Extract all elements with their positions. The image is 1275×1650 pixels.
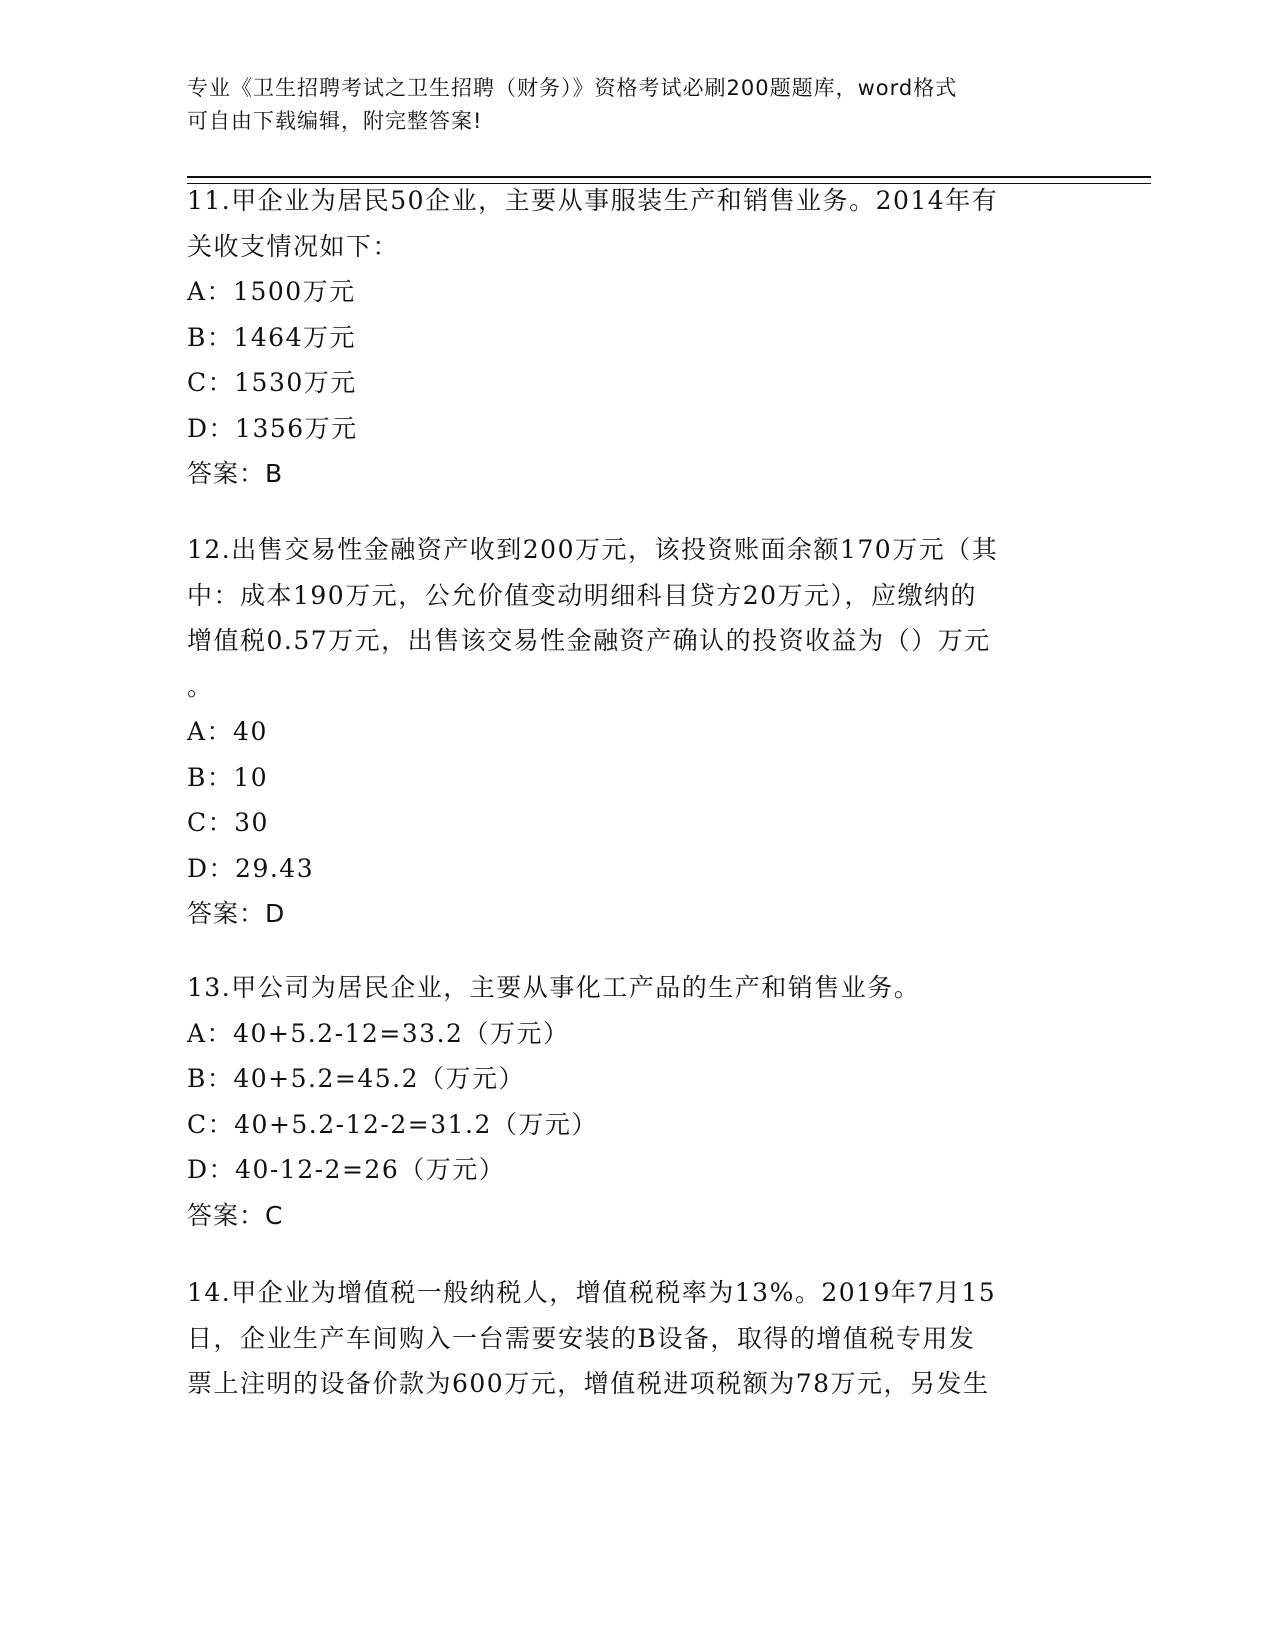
- question-stem-line: 11.甲企业为居民50企业，主要从事服装生产和销售业务。2014年有: [187, 186, 999, 215]
- question-stem-line: 14.甲企业为增值税一般纳税人，增值税税率为13%。2019年7月15: [187, 1278, 997, 1307]
- question-stem-line: 关收支情况如下：: [187, 231, 400, 261]
- option-b: B：1464万元: [187, 322, 356, 352]
- option-c: C：1530万元: [187, 368, 357, 397]
- answer-line: 答案：D: [187, 899, 286, 928]
- question-stem-line: 增值税0.57万元，出售该交易性金融资产确认的投资收益为（）万元: [187, 626, 991, 655]
- question-stem-line: 。: [187, 671, 214, 701]
- question-stem-line: 日，企业生产车间购入一台需要安装的B设备，取得的增值税专用发: [187, 1323, 976, 1353]
- header-line-2: 可自由下载编辑，附完整答案!: [187, 109, 483, 133]
- option-a: A：1500万元: [187, 277, 356, 306]
- option-d: D：1356万元: [187, 413, 358, 443]
- option-a: A：40: [187, 717, 268, 746]
- document-header: [187, 72, 1067, 138]
- option-c: C：40+5.2-12-2=31.2（万元）: [187, 1109, 598, 1139]
- option-b: B：40+5.2=45.2（万元）: [187, 1064, 526, 1093]
- option-d: D：29.43: [187, 853, 315, 883]
- question-13: [187, 965, 1077, 1238]
- option-c: C：30: [187, 808, 269, 837]
- option-d: D：40-12-2=26（万元）: [187, 1155, 506, 1184]
- option-a: A：40+5.2-12=33.2（万元）: [187, 1018, 570, 1048]
- question-11: [187, 178, 1077, 497]
- question-stem-line: 12.出售交易性金融资产收到200万元，该投资账面余额170万元（其: [187, 535, 999, 564]
- question-14: [187, 1270, 1077, 1407]
- answer-line: 答案：B: [187, 459, 284, 488]
- question-stem-line: 中：成本190万元，公允价值变动明细科目贷方20万元），应缴纳的: [187, 580, 978, 610]
- header-line-1: 专业《卫生招聘考试之卫生招聘（财务）》资格考试必刷200题题库，word格式: [187, 76, 958, 100]
- question-12: [187, 527, 1077, 937]
- option-b: B：10: [187, 762, 269, 792]
- question-stem-line: 票上注明的设备价款为600万元，增值税进项税额为78万元，另发生: [187, 1369, 990, 1398]
- question-stem-line: 13.甲公司为居民企业，主要从事化工产品的生产和销售业务。: [187, 973, 921, 1002]
- answer-line: 答案：C: [187, 1200, 284, 1230]
